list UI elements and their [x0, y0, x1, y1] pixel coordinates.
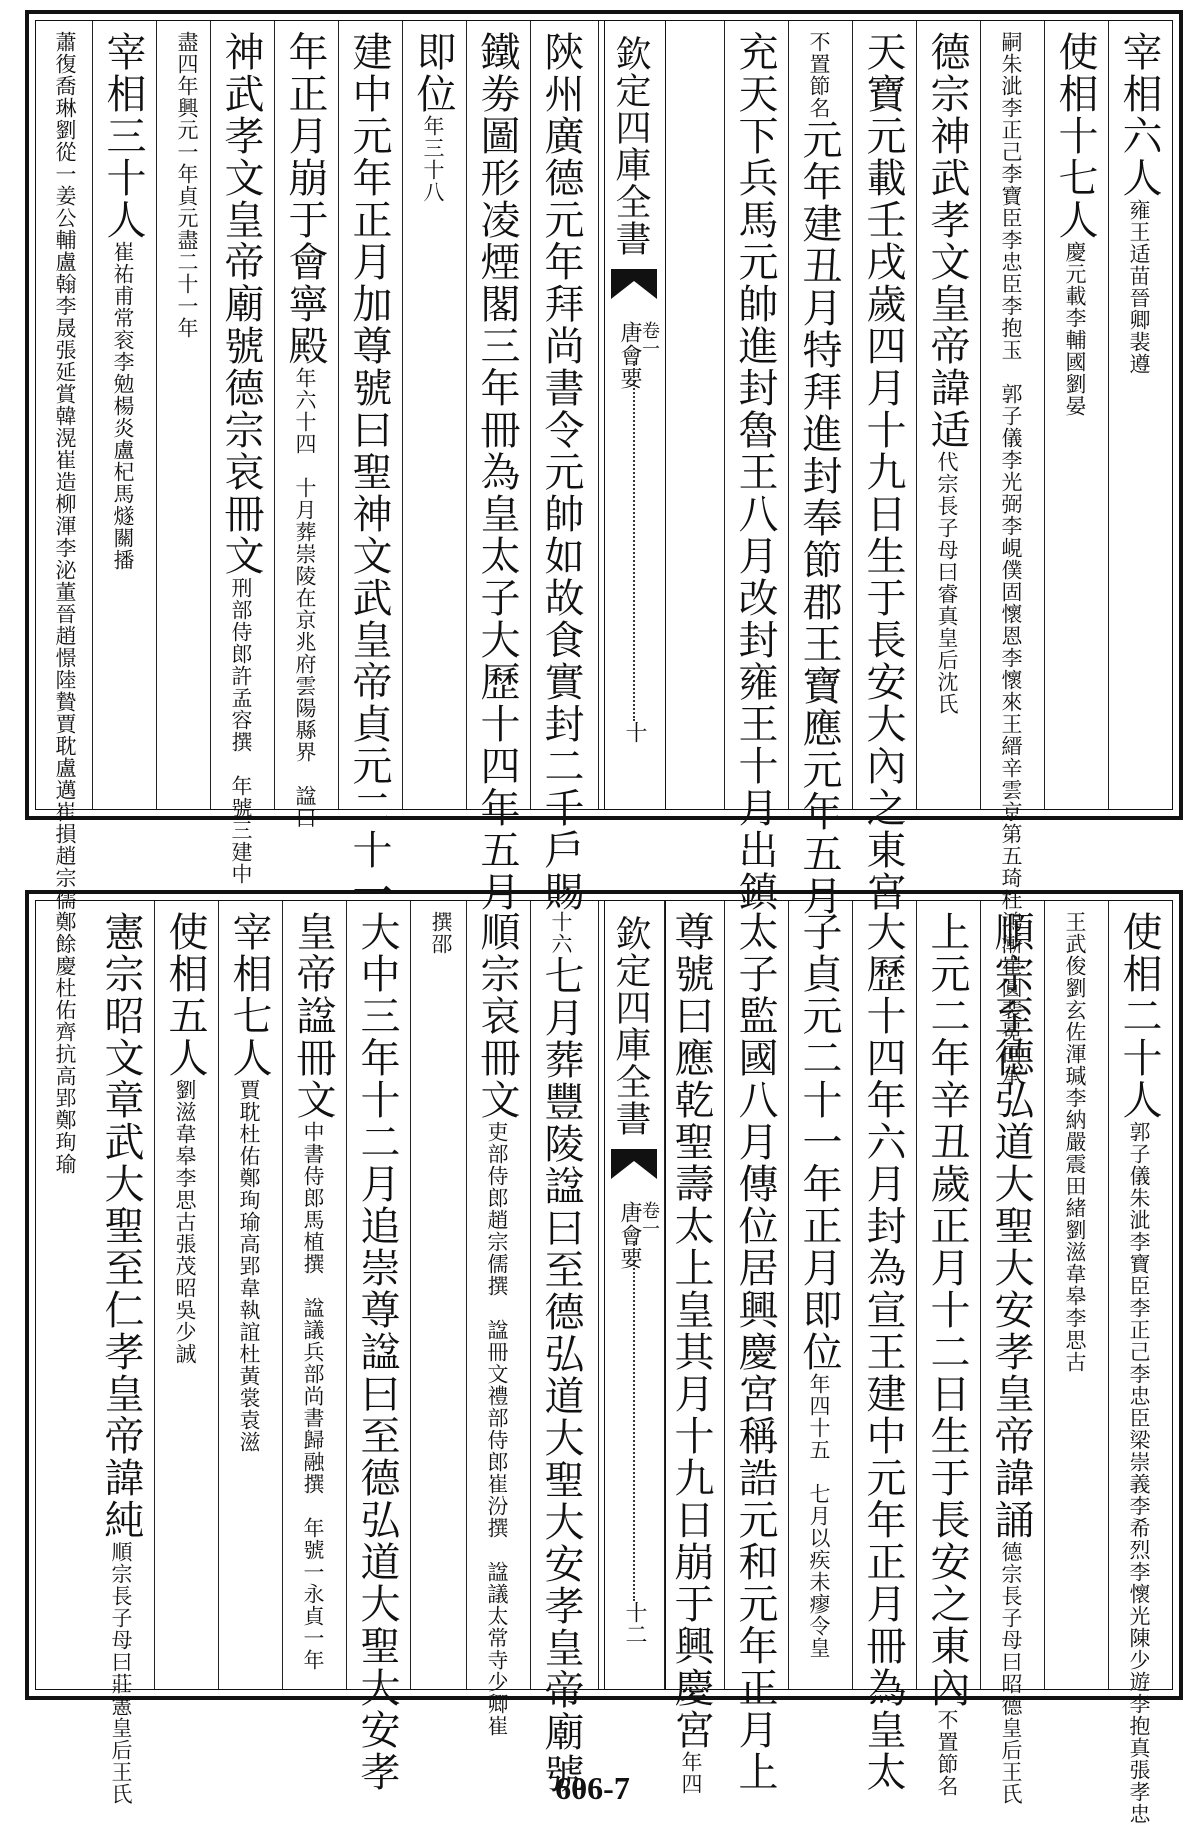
juan-label: 卷一	[639, 1201, 660, 1237]
column-rule	[788, 901, 789, 1689]
column-rule	[1044, 21, 1045, 809]
column-rule	[980, 901, 981, 1689]
text-column: 盡四年興元一年貞元盡二十一年	[175, 31, 199, 339]
text-column: 德宗神武孝文皇帝諱适代宗長子母曰睿真皇后沈氏	[924, 31, 970, 715]
column-rule	[218, 901, 219, 1689]
column-rule	[530, 21, 531, 809]
text-column: 蕭復喬琳劉從一姜公輔盧翰李晟張延賞韓滉崔造柳渾李泌董晉趙憬陸贄賈耽盧邁崔損趙宗儒鄭餘慶杜佑齊抗高郢鄭珣瑜	[53, 31, 77, 1175]
column-rule	[274, 21, 275, 809]
series-title: 欽定四庫全書	[610, 915, 651, 1137]
text-column: 陝州廣德元年拜尚書令元帥如故食實封二千戶賜	[538, 31, 584, 913]
column-rule	[916, 901, 917, 1689]
text-column: 使相十七人慶元載李輔國劉晏	[1052, 31, 1098, 417]
column-rule	[598, 21, 599, 809]
fish-tail-mark-icon	[611, 1149, 657, 1179]
text-column: 不置節名元年建丑月特拜進封奉節郡王寶應元年五月	[796, 31, 842, 917]
text-column: 充天下兵馬元帥進封魯王八月改封雍王十月出鎮	[732, 31, 778, 913]
text-column: 宰相七人賈耽杜佑鄭珣瑜高郢韋執誼杜黃裳袁滋	[226, 911, 272, 1453]
center-dotted-line	[633, 361, 635, 721]
center-band	[604, 21, 666, 809]
book-title: 唐會要	[617, 1201, 642, 1270]
text-column: 宰相三十人崔祐甫常衮李勉楊炎盧杞馬燧關播	[100, 31, 146, 571]
text-column: 撰邵	[429, 911, 453, 955]
column-rule	[598, 901, 599, 1689]
column-rule	[466, 901, 467, 1689]
text-column: 順宗哀冊文吏部侍郎趙宗儒撰 諡冊文禮部侍郎崔汾撰 諡議太常寺少卿崔	[474, 911, 520, 1737]
text-column: 皇帝諡冊文中書侍郎馬植撰 諡議兵部尚書歸融撰 年號一永貞一年	[290, 911, 336, 1671]
page-number: 十二	[622, 1601, 647, 1645]
column-rule	[402, 21, 403, 809]
juan-label: 卷一	[639, 321, 660, 357]
fish-tail-mark-icon	[611, 269, 657, 299]
page-number: 十	[622, 721, 647, 743]
column-rule	[338, 21, 339, 809]
text-column: 大中三年十二月追崇尊諡曰至德弘道大聖大安孝	[354, 911, 400, 1793]
text-column: 神武孝文皇帝廟號德宗哀冊文刑部侍郎許孟容撰 年號三建中	[218, 31, 264, 885]
text-column: 十六七月葬豐陵諡曰至德弘道大聖大安孝皇帝廟號	[538, 911, 584, 1795]
text-column: 使相五人劉滋韋皋李思古張茂昭吳少誠	[162, 911, 208, 1365]
text-column: 建中元年正月加尊號曰聖神文武皇帝貞元二十一	[346, 31, 392, 913]
center-dotted-line	[633, 1241, 635, 1601]
column-rule	[154, 901, 155, 1689]
column-rule	[916, 21, 917, 809]
column-rule	[724, 901, 725, 1689]
text-column: 嗣朱泚李正己李寶臣李忠臣李抱玉 郭子儀李光弼李峴僕固懷恩李懷來王縉辛雲京第五琦杜鴻漸崔圓裴冕田承	[999, 31, 1023, 1087]
center-band	[604, 901, 666, 1689]
text-column: 鐵劵圖形凌煙閣三年冊為皇太子大歷十四年五月	[474, 31, 520, 913]
text-column: 憲宗昭文章武大聖至仁孝皇帝諱純順宗長子母曰莊憲皇后王氏	[98, 911, 144, 1805]
text-column: 大歷十四年六月封為宣王建中元年正月冊為皇太	[860, 911, 906, 1793]
column-rule	[1108, 901, 1109, 1689]
column-rule	[530, 901, 531, 1689]
text-column: 即位年三十八	[410, 31, 456, 203]
column-rule	[980, 21, 981, 809]
text-column: 尊號曰應乾聖壽太上皇其月十九日崩于興慶宮年四	[668, 911, 714, 1795]
column-rule	[788, 21, 789, 809]
text-column: 太子監國八月傳位居興慶宮稱誥元和元年正月上	[732, 911, 778, 1793]
column-rule	[724, 21, 725, 809]
column-rule	[852, 901, 853, 1689]
text-column: 使相二十人郭子儀朱泚李寶臣李正己李忠臣梁崇義李希烈李懷光陳少遊李抱真張孝忠	[1116, 911, 1162, 1825]
series-title: 欽定四庫全書	[610, 35, 651, 257]
text-column: 天寶元載壬戌歲四月十九日生于長安大內之東宮	[860, 31, 906, 913]
text-column: 子貞元二十一年正月即位年四十五 七月以疾未瘳令皇	[796, 911, 842, 1659]
text-column: 年正月崩于會寧殿年六十四 十月葬崇陵在京兆府雲陽縣界 諡曰	[282, 31, 328, 829]
column-rule	[156, 21, 157, 809]
text-column: 上元二年辛丑歲正月十二日生于長安之東內不置節名	[924, 911, 970, 1797]
column-rule	[1108, 21, 1109, 809]
column-rule	[466, 21, 467, 809]
column-rule	[346, 901, 347, 1689]
book-title: 唐會要	[617, 321, 642, 390]
column-rule	[410, 901, 411, 1689]
column-rule	[852, 21, 853, 809]
folio-number: 606-7	[555, 1770, 630, 1806]
column-rule	[1044, 901, 1045, 1689]
text-column: 順宗至德弘道大聖大安孝皇帝諱誦德宗長子母曰昭德皇后王氏	[988, 911, 1034, 1805]
text-column: 宰相六人雍王适苗晉卿裴遵	[1116, 31, 1162, 375]
column-rule	[282, 901, 283, 1689]
column-rule	[92, 21, 93, 809]
text-column: 王武俊劉玄佐渾瑊李納嚴震田緒劉滋韋皋李思古	[1063, 911, 1087, 1373]
